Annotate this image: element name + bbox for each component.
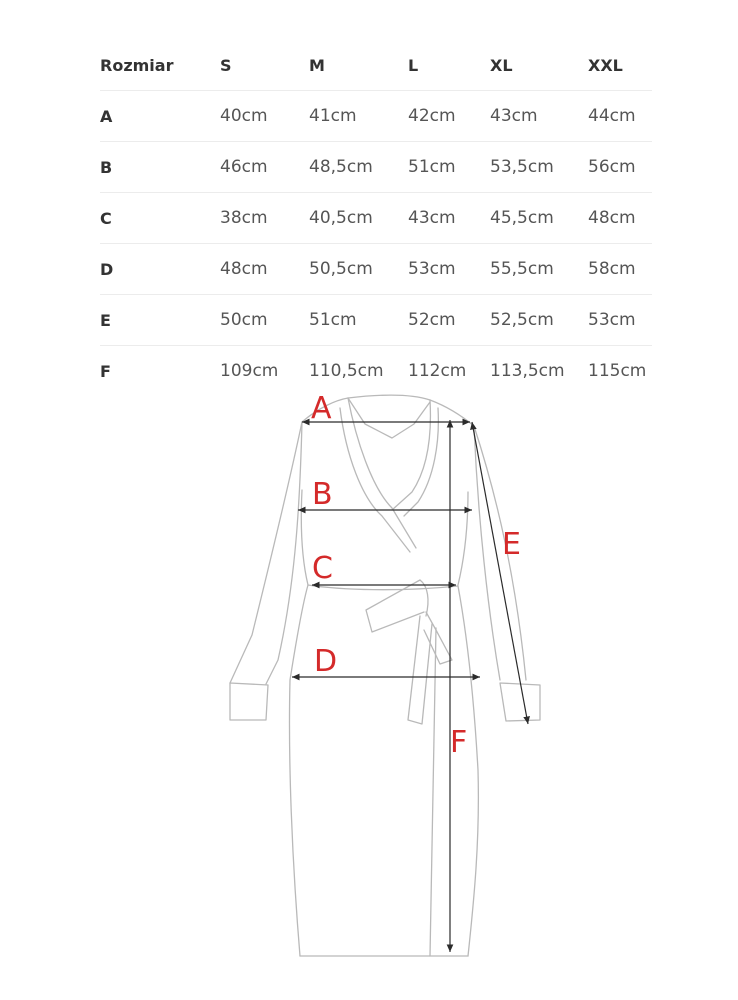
dress-diagram: [0, 380, 738, 1000]
row-label: B: [100, 142, 220, 193]
table-cell: 50,5cm: [309, 244, 408, 295]
header-size-s: S: [220, 55, 232, 75]
table-row: [100, 244, 652, 295]
header-size-m: M: [309, 55, 325, 75]
header-size-xl: XL: [490, 55, 513, 75]
measure-label-f: F: [450, 725, 468, 760]
table-cell: 51cm: [309, 295, 408, 346]
measure-label-a: A: [311, 391, 332, 426]
table-cell: 51cm: [408, 142, 490, 193]
header-size-label: Rozmiar: [100, 55, 174, 75]
table-cell: 41cm: [309, 91, 408, 142]
table-cell: 52,5cm: [490, 295, 588, 346]
table-cell: 46cm: [220, 142, 309, 193]
table-cell: 53,5cm: [490, 142, 588, 193]
table-row: [100, 91, 652, 142]
table-cell: 53cm: [408, 244, 490, 295]
dress-outline: [230, 395, 540, 956]
header-size-xxl: XXL: [588, 55, 623, 75]
table-cell: 38cm: [220, 193, 309, 244]
measure-label-b: B: [312, 477, 333, 512]
table-cell: 113,5cm: [490, 346, 588, 397]
row-label: C: [100, 193, 220, 244]
measure-label-c: C: [312, 551, 333, 586]
table-cell: 40cm: [220, 91, 309, 142]
table-row: [100, 193, 652, 244]
row-label: F: [100, 346, 220, 397]
table-cell: 56cm: [588, 142, 652, 193]
row-label: E: [100, 295, 220, 346]
table-cell: 43cm: [408, 193, 490, 244]
table-cell: 43cm: [490, 91, 588, 142]
table-cell: 48cm: [220, 244, 309, 295]
row-label: D: [100, 244, 220, 295]
table-cell: 112cm: [408, 346, 490, 397]
table-cell: 48cm: [588, 193, 652, 244]
measure-label-e: E: [502, 527, 521, 562]
table-cell: 55,5cm: [490, 244, 588, 295]
measure-label-d: D: [314, 644, 338, 679]
table-cell: 110,5cm: [309, 346, 408, 397]
table-cell: 44cm: [588, 91, 652, 142]
table-cell: 53cm: [588, 295, 652, 346]
table-cell: 48,5cm: [309, 142, 408, 193]
table-row: [100, 295, 652, 346]
table-cell: 109cm: [220, 346, 309, 397]
table-cell: 115cm: [588, 346, 652, 397]
table-cell: 45,5cm: [490, 193, 588, 244]
table-row: [100, 142, 652, 193]
header-size-l: L: [408, 55, 419, 75]
table-cell: 58cm: [588, 244, 652, 295]
table-cell: 50cm: [220, 295, 309, 346]
table-cell: 42cm: [408, 91, 490, 142]
row-label: A: [100, 91, 220, 142]
table-header-row: [100, 40, 652, 91]
table-cell: 52cm: [408, 295, 490, 346]
size-table: [100, 40, 652, 396]
table-cell: 40,5cm: [309, 193, 408, 244]
